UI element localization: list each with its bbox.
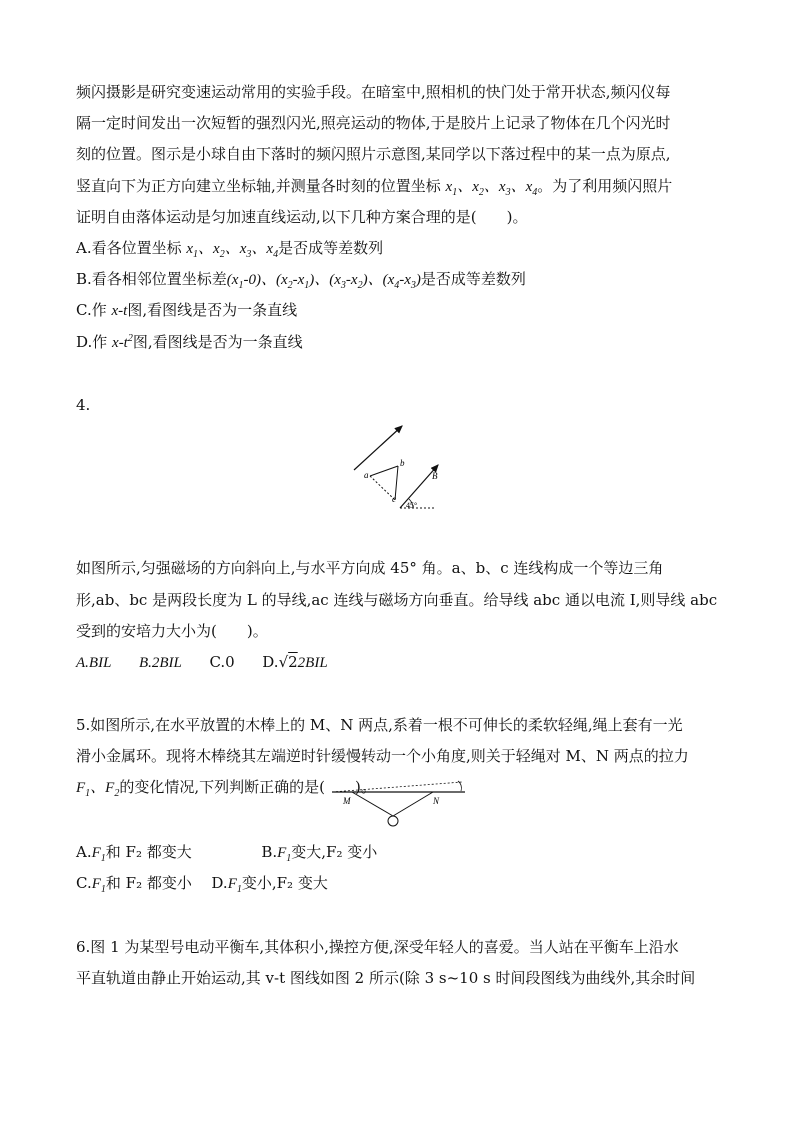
q5-line-2: 滑小金属环。现将木棒绕其左端逆时针缓慢转动一个小角度,则关于轻绳对 M、N 两点的拉力 xyxy=(76,747,689,765)
q4-option-a: A.BIL xyxy=(76,655,112,671)
q3-option-c-text: C.作 xyxy=(76,301,112,319)
q3-option-d-graph: $x-t^2$ xyxy=(112,333,133,351)
rope-right xyxy=(393,792,433,816)
label-b: b xyxy=(400,458,405,468)
q4-line-2: 形,ab、bc 是两段长度为 L 的导线,ac 连线与磁场方向垂直。给导线 abc 通以电流 I,则导线 abc xyxy=(76,591,718,609)
q4-line-3: 受到的安培力大小为( )。 xyxy=(76,622,268,640)
q5-options-row-1 xyxy=(76,842,377,863)
q5-line-1: 5.如图所示,在水平放置的木棒上的 M、N 两点,系着一根不可伸长的柔软轻绳,绳上套有一光 xyxy=(76,716,683,734)
q3-option-b-diffs: $(x_1-0)$、$(x_2-x_1)$、$(x_3-x_2)$、$(x_4-x_3)$ xyxy=(226,272,421,291)
q4-option-d-prefix: D. xyxy=(262,653,279,671)
sqrt-sign-icon: √2 xyxy=(278,653,298,671)
q6-line-2: 平直轨道由静止开始运动,其 v-t 图线如图 2 所示(除 3 s~10 s 时间段图线为曲线外,其余时间 xyxy=(76,969,696,987)
q3-coords: $x_1$、$x_2$、$x_3$、$x_4$ xyxy=(445,179,538,198)
q5-options-row-2 xyxy=(76,873,328,894)
metal-ring xyxy=(388,816,398,826)
q3-line-4 xyxy=(76,176,672,197)
q3-line-4-tail: 。为了利用频闪照片 xyxy=(537,177,673,195)
label-B: B xyxy=(432,471,438,481)
q3-line-3: 刻的位置。图示是小球自由下落时的频闪照片示意图,某同学以下落过程中的某一点为原点, xyxy=(76,145,671,163)
q4-options xyxy=(76,652,328,673)
rotation-arrow-icon xyxy=(458,781,461,791)
q4-magnetic-field-figure xyxy=(340,422,450,517)
q4-option-b: B.2BIL xyxy=(138,655,182,671)
q3-option-b-tail: 是否成等差数列 xyxy=(420,270,526,288)
q3-option-a xyxy=(76,238,383,259)
q3-option-a-tail: 是否成等差数列 xyxy=(278,239,384,257)
label-N: N xyxy=(433,796,440,806)
q5-option-c: $C.F_1$和 F₂ 都变小 xyxy=(76,874,192,895)
q3-option-a-coords: $x_1$、$x_2$、$x_3$、$x_4$ xyxy=(186,241,279,260)
q3-line-2: 隔一定时间发出一次短暂的强烈闪光,照亮运动的物体,于是胶片上记录了物体在几个闪光时 xyxy=(76,114,671,132)
q5-option-d: $D.F_1$变小,F₂ 变大 xyxy=(211,874,328,895)
q3-option-a-text: A.看各位置坐标 xyxy=(76,239,187,257)
q6-line-1: 6.图 1 为某型号电动平衡车,其体积小,操控方便,深受年轻人的喜爱。当人站在平衡车上沿水 xyxy=(76,938,679,956)
label-angle: 45° xyxy=(406,501,418,510)
q3-line-5: 证明自由落体运动是匀加速直线运动,以下几种方案合理的是( )。 xyxy=(76,208,528,226)
q3-option-d-text: D.作 xyxy=(76,333,113,351)
q5-option-a: $A.F_1$和 F₂ 都变大 xyxy=(76,843,192,864)
field-arrow-upper xyxy=(354,426,402,470)
q3-option-b xyxy=(76,269,526,290)
q5-option-b: $B.F_1$变大,F₂ 变小 xyxy=(261,843,378,864)
q4-line-1: 如图所示,匀强磁场的方向斜向上,与水平方向成 45° 角。a、b、c 连线构成一个等边三角 xyxy=(76,559,664,577)
q5-rod-rope-figure xyxy=(330,778,470,830)
q4-option-d-value: 2BIL xyxy=(297,655,328,671)
q3-option-c xyxy=(76,300,297,321)
q3-line-4-text: 竖直向下为正方向建立坐标轴,并测量各时刻的位置坐标 xyxy=(76,177,446,195)
q4-option-d xyxy=(262,653,327,671)
q3-option-c-graph: x-t xyxy=(111,303,128,319)
q3-line-1: 频闪摄影是研究变速运动常用的实验手段。在暗室中,照相机的快门处于常开状态,频闪仪每 xyxy=(76,83,671,101)
q3-option-d xyxy=(76,332,303,353)
label-M: M xyxy=(343,796,351,806)
q3-option-d-tail: 图,看图线是否为一条直线 xyxy=(132,333,303,351)
wire-ab xyxy=(370,466,398,476)
q3-option-c-tail: 图,看图线是否为一条直线 xyxy=(127,301,298,319)
rope-left xyxy=(352,792,393,816)
rotated-rod-dashed xyxy=(332,782,462,792)
q5-forces: $F_1$、$F_2$ xyxy=(76,780,120,799)
label-c: c xyxy=(392,494,396,504)
label-a: a xyxy=(364,470,369,480)
q3-option-b-text: B.看各相邻位置坐标差 xyxy=(76,270,227,288)
q4-option-c: C.0 xyxy=(209,653,235,671)
q5-line-3-text: 的变化情况,下列判断正确的是( )。 xyxy=(119,778,376,796)
q4-number: 4. xyxy=(76,396,91,414)
